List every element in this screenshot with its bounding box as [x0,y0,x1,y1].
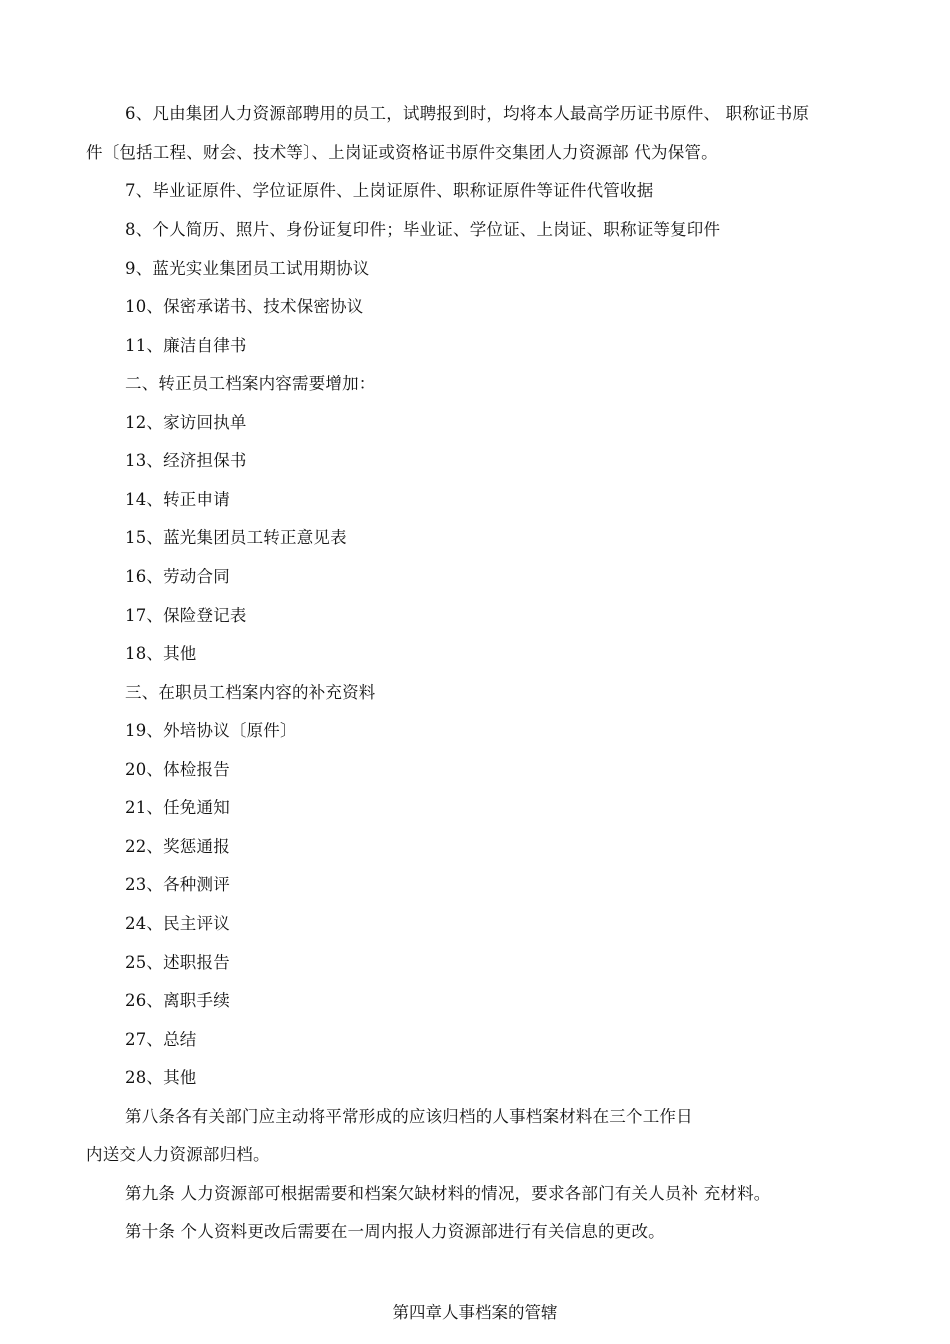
list-item: 20、体检报告 [125,760,230,779]
article-paragraph: 内送交人力资源部归档。 [86,1145,270,1164]
list-item: 23、各种测评 [125,875,230,894]
list-item: 24、民主评议 [125,914,230,933]
article-paragraph: 第八条各有关部门应主动将平常形成的应该归档的人事档案材料在三个工作日 [125,1107,693,1126]
list-item: 17、保险登记表 [125,606,247,625]
list-item: 19、外培协议〔原件〕 [125,721,297,740]
section-heading: 二、转正员工档案内容需要增加： [125,374,376,393]
list-item: 22、奖惩通报 [125,837,230,856]
paragraph-line: 6、凡由集团人力资源部聘用的员工，试聘报到时，均将本人最高学历证书原件、 职称证书原 [125,104,810,123]
paragraph-line: 件〔包括工程、财会、技术等〕、上岗证或资格证书原件交集团人力资源部 代为保管。 [86,143,718,162]
list-item: 13、经济担保书 [125,451,247,470]
list-item: 9、蓝光实业集团员工试用期协议 [125,259,370,278]
list-item: 11、廉洁自律书 [125,336,247,355]
list-item: 14、转正申请 [125,490,230,509]
list-item: 27、总结 [125,1030,197,1049]
list-item: 10、保密承诺书、技术保密协议 [125,297,364,316]
list-item: 15、蓝光集团员工转正意见表 [125,528,347,547]
list-item: 12、家访回执单 [125,413,247,432]
article-paragraph: 第十条 个人资料更改后需要在一周内报人力资源部进行有关信息的更改。 [125,1222,665,1241]
list-item: 28、其他 [125,1068,197,1087]
chapter-title: 第四章人事档案的管辖 [392,1303,558,1322]
section-heading: 三、在职员工档案内容的补充资料 [125,683,376,702]
list-item: 18、其他 [125,644,197,663]
list-item: 26、离职手续 [125,991,230,1010]
list-item: 7、毕业证原件、学位证原件、上岗证原件、职称证原件等证件代管收据 [125,181,654,200]
article-paragraph: 第九条 人力资源部可根据需要和档案欠缺材料的情况，要求各部门有关人员补 充材料。 [125,1184,771,1203]
list-item: 25、述职报告 [125,953,230,972]
list-item: 16、劳动合同 [125,567,230,586]
list-item: 8、个人简历、照片、身份证复印件；毕业证、学位证、上岗证、职称证等复印件 [125,220,721,239]
list-item: 21、任免通知 [125,798,230,817]
